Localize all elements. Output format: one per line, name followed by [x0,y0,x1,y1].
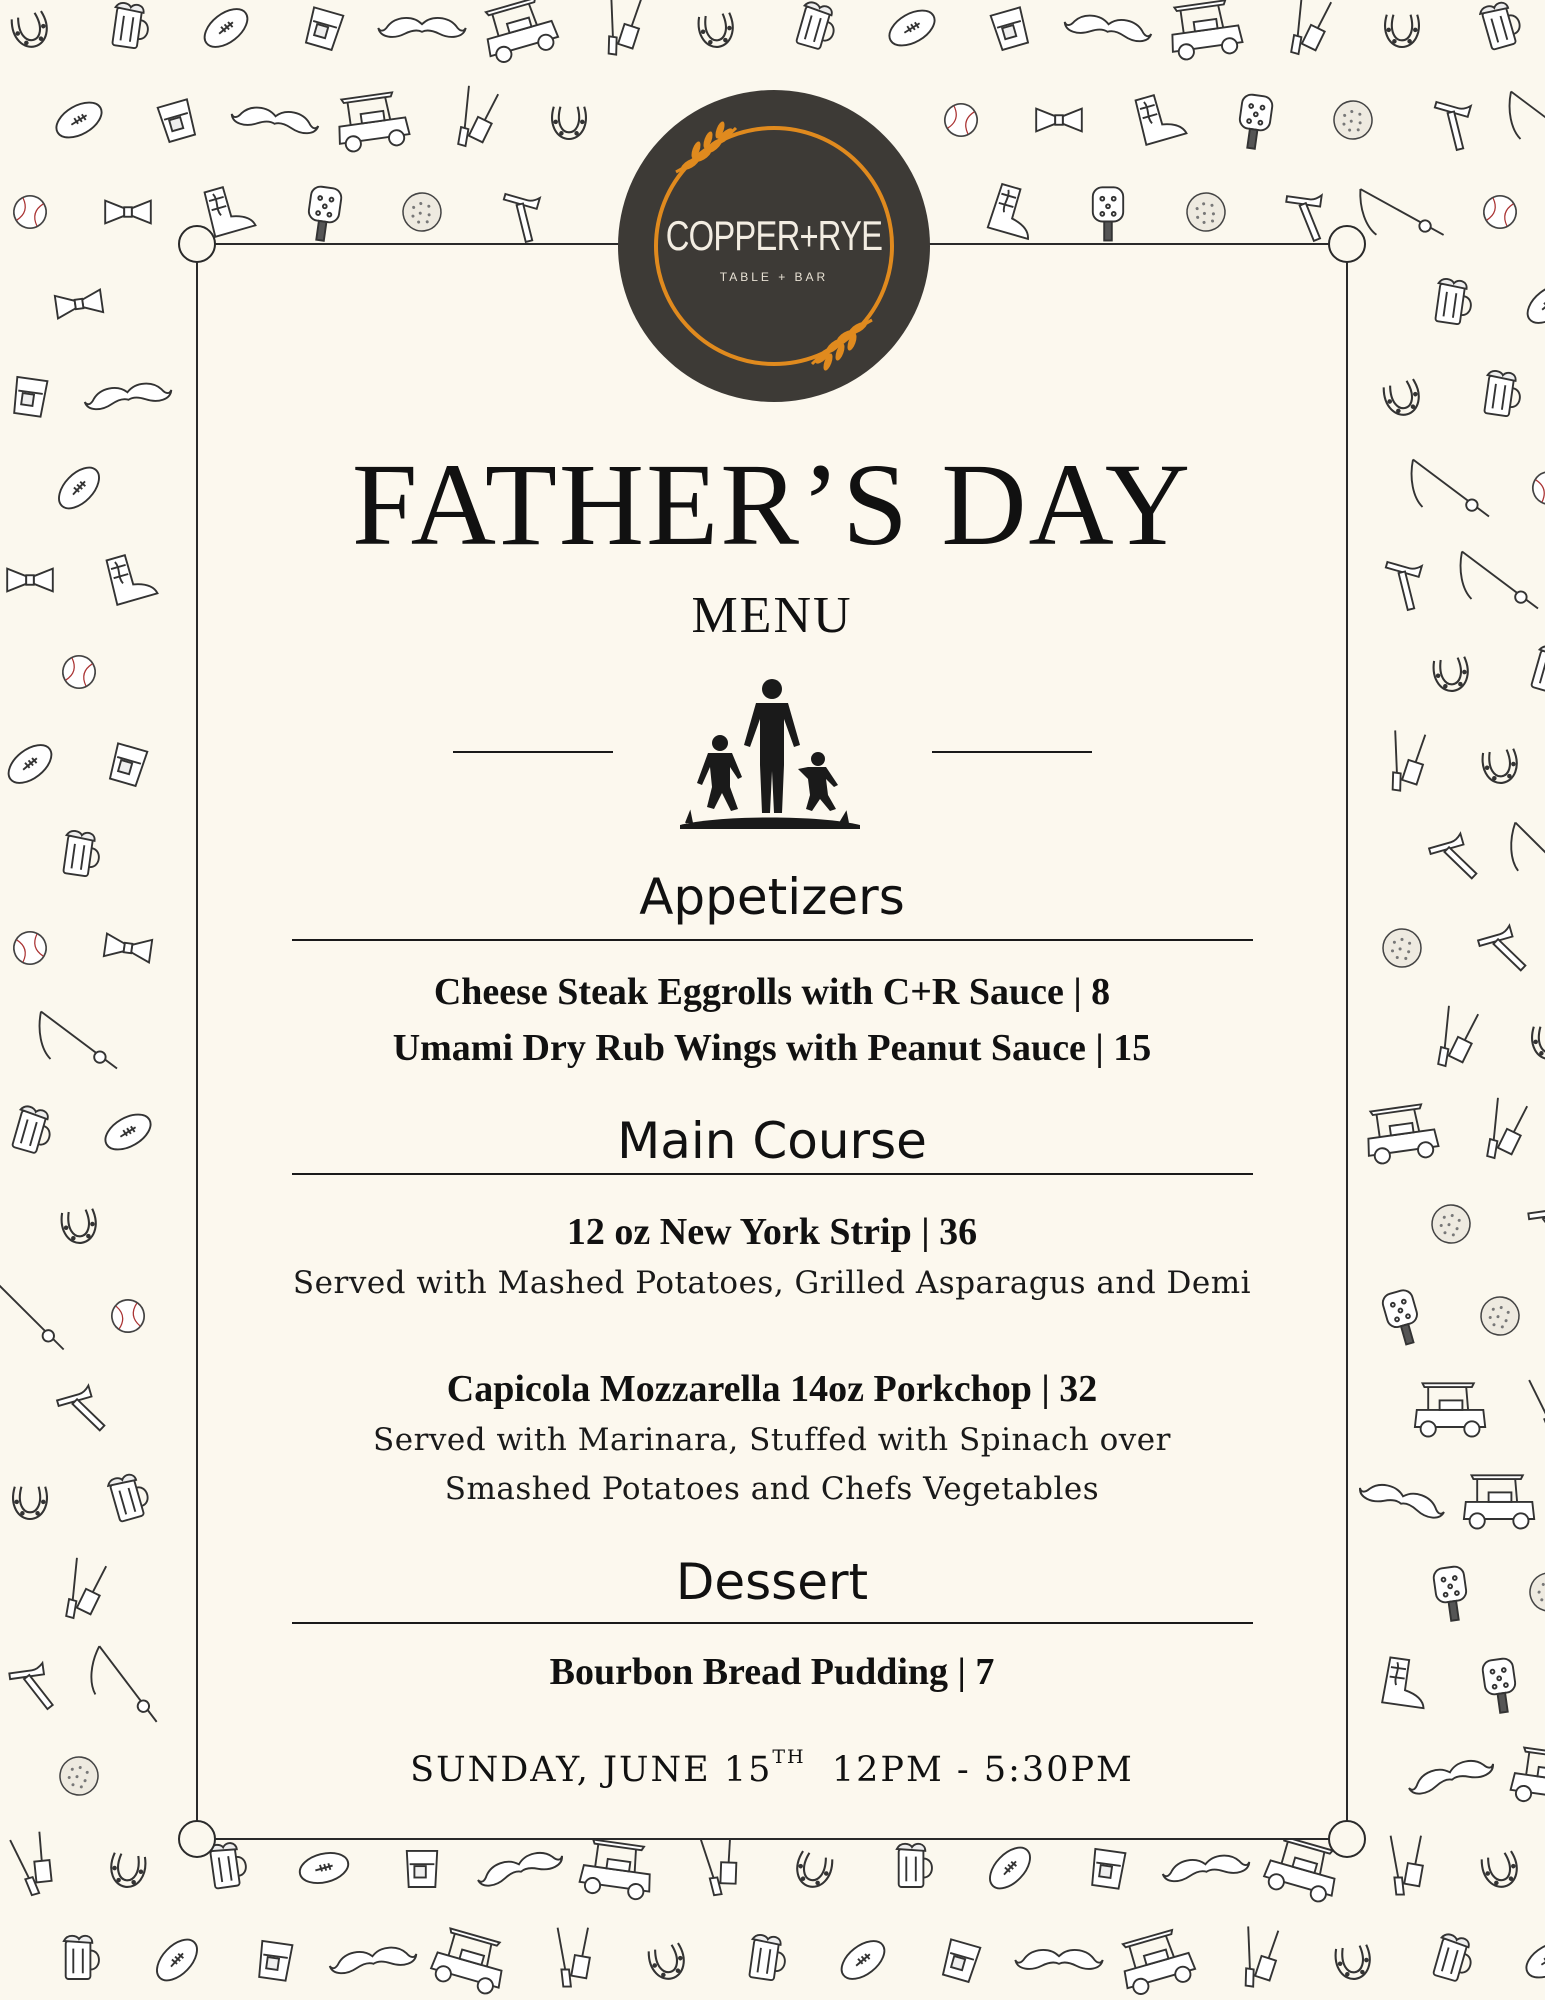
section-divider [292,1173,1253,1175]
fishing-rod-icon [82,1646,172,1722]
beer-mug-icon [64,1936,99,1979]
divider-right [932,751,1092,753]
panel-corner [178,1820,216,1858]
whiskey-glass-icon [1090,1849,1125,1889]
fishing-rod-icon [40,1012,117,1069]
hammer-icon [1425,96,1475,151]
horseshoe-icon [1382,379,1423,419]
golf-ball-icon [1430,1203,1473,1246]
grill-tools-icon [61,1558,108,1624]
football-icon [0,736,62,793]
hammer-icon [1376,556,1426,611]
golf-cart-icon [428,1926,510,1997]
horseshoe-icon [1432,656,1470,693]
baseball-icon [1480,192,1520,232]
mustache-icon [1406,1754,1495,1796]
section-heading-main-course: Main Course [617,1112,927,1170]
mustache-icon [1358,1478,1447,1520]
whiskey-glass-icon [407,1851,437,1887]
football-icon [290,1836,358,1899]
father-children-silhouette-icon [680,675,860,829]
football-icon [831,1932,894,1989]
bow-tie-icon [1036,109,1082,132]
horseshoe-icon [1532,1027,1545,1059]
horseshoe-icon [1385,15,1419,47]
event-date-time [196,1746,1348,1790]
page-title: FATHER’S DAY [351,439,1193,570]
pickleball-paddle-icon [1381,1288,1425,1348]
grill-tools-icon [1482,1098,1529,1164]
horseshoe-icon [647,1943,688,1983]
golf-ball-icon [1332,99,1375,142]
menu-item-appetizer: Cheese Steak Eggrolls with C+R Sauce | 8 [433,971,1111,1013]
whiskey-glass-icon [12,377,47,417]
golf-cart-icon [478,0,560,65]
beer-mug-icon [107,1471,153,1522]
horseshoe-icon [10,11,51,51]
grill-tools-icon [1433,1006,1480,1072]
beer-mug-icon [1479,0,1525,50]
golf-ball-icon [1383,929,1421,967]
cowboy-boot-icon [1382,1657,1430,1708]
mustache-icon [378,18,465,37]
grill-tools-icon [700,1833,740,1896]
horseshoe-icon [60,1208,98,1245]
mustache-icon [83,380,172,411]
beer-mug-icon [1482,370,1523,418]
horseshoe-icon [697,12,735,49]
mustache-icon [328,1944,417,1975]
baseball-icon [59,652,99,692]
grill-tools-icon [558,1928,590,1987]
golf-cart-icon [1464,1475,1534,1528]
menu-item-main: Capicola Mozzarella 14oz Porkchop | 32 [446,1368,1098,1410]
football-icon [194,0,257,56]
cowboy-boot-icon [105,549,158,604]
bow-tie-icon [105,201,151,224]
fishing-rod-icon [0,1282,72,1349]
wheat-icon [676,120,736,172]
menu-item-main: 12 oz New York Strip | 36 [566,1211,978,1253]
horseshoe-icon [1334,1944,1372,1981]
section-heading-dessert: Dessert [675,1553,869,1611]
golf-ball-icon [58,1755,101,1798]
section-divider [292,1622,1253,1624]
fishing-rod-icon [1359,178,1444,245]
baseball-icon [10,928,50,968]
menu-item-description: Served with Marinara, Stuffed with Spinach over [373,1422,1171,1458]
mustache-icon [1063,12,1152,43]
grill-tools-icon [603,0,643,57]
mustache-icon [1161,1852,1250,1883]
panel-corner [1328,1820,1366,1858]
golf-ball-icon [1525,1568,1545,1615]
golf-ball-icon [1182,188,1229,235]
beer-mug-icon [747,1934,788,1982]
logo-tagline: TABLE + BAR [719,270,829,284]
football-icon [50,95,107,144]
hammer-icon [9,1662,54,1713]
whiskey-glass-icon [991,7,1030,50]
pickleball-paddle-icon [1236,93,1274,150]
beer-mug-icon [1431,1933,1477,1984]
hammer-icon [1476,924,1526,979]
logo-wordmark: COPPER+RYE [665,212,883,259]
beer-mug-icon [897,1844,932,1887]
whiskey-glass-icon [941,1939,980,1982]
mustache-icon [1015,1950,1102,1969]
beer-mug-icon [61,830,102,878]
menu-item-appetizer: Umami Dry Rub Wings with Peanut Sauce | 15 [392,1027,1152,1069]
menu-item-dessert: Bourbon Bread Pudding | 7 [549,1651,995,1693]
cowboy-boot-icon [1134,89,1187,144]
hammer-icon [1427,832,1477,887]
horseshoe-icon [13,1487,47,1519]
golf-cart-icon [1509,1747,1545,1809]
pickleball-paddle-icon [305,185,343,242]
whiskey-glass-icon [108,743,147,786]
golf-cart-icon [334,91,411,153]
grill-tools-icon [1286,0,1333,59]
grill-tools-icon [1391,1836,1423,1895]
hammer-icon [55,1384,105,1439]
fishing-rod-icon [1461,552,1538,609]
cowboy-boot-icon [203,181,256,236]
date-ordinal: TH [772,1746,806,1768]
football-icon [976,1836,1044,1899]
pickleball-paddle-icon [1093,187,1123,240]
menu-item-description: Smashed Potatoes and Chefs Vegetables [444,1471,1100,1507]
wheat-icon [812,320,872,372]
football-icon [143,1928,211,1991]
pickleball-paddle-icon [1433,1565,1471,1622]
beer-mug-icon [1529,645,1545,696]
hammer-icon [1528,1202,1545,1253]
section-heading-appetizers: Appetizers [639,868,905,926]
golf-cart-icon [1167,0,1244,61]
football-icon [1517,276,1545,333]
grill-tools-icon [10,1831,57,1897]
football-icon [99,1107,156,1156]
horseshoe-icon [552,107,586,139]
grill-tools-icon [1387,730,1427,793]
grill-tools-icon [453,86,500,152]
fishing-rod-icon [1506,822,1545,889]
grill-tools-icon [1240,1926,1280,1989]
golf-cart-icon [1415,1383,1485,1436]
horseshoe-icon [109,1852,147,1889]
baseball-icon [110,1298,146,1334]
beer-mug-icon [794,1,840,52]
golf-cart-icon [1115,1927,1197,1998]
golf-cart-icon [1363,1103,1440,1165]
cowboy-boot-icon [988,184,1041,239]
whiskey-glass-icon [304,7,343,50]
section-divider [292,939,1253,941]
bow-tie-icon [7,569,53,592]
beer-mug-icon [208,1841,249,1889]
horseshoe-icon [1481,748,1519,785]
event-date: SUNDAY, JUNE 15 [410,1750,773,1790]
bow-tie-icon [104,934,152,963]
football-icon [45,456,113,519]
panel-corner [178,225,216,263]
fishing-rod-icon [1412,460,1489,517]
horseshoe-icon [1480,1851,1521,1891]
hammer-icon [1281,191,1326,242]
golf-cart-icon [578,1839,655,1901]
hammer-icon [494,188,544,243]
football-icon [883,3,940,52]
mustache-icon [475,1846,564,1888]
fishing-rod-icon [1510,92,1545,149]
baseball-icon [10,192,50,232]
bow-tie-icon [55,290,103,319]
event-hours: 12PM - 5:30PM [831,1750,1134,1790]
mustache-icon [230,104,319,135]
beer-mug-icon [110,2,151,50]
whiskey-glass-icon [158,99,197,142]
divider-left [453,751,613,753]
beer-mug-icon [1433,278,1474,326]
page-subtitle: MENU [691,587,853,644]
whiskey-glass-icon [257,1941,292,1981]
baseball-icon [1529,468,1545,508]
panel-corner [1328,225,1366,263]
grill-tools-icon [1529,1371,1545,1437]
baseball-icon [941,100,981,140]
horseshoe-icon [793,1851,834,1891]
copper-rye-logo [618,90,930,402]
golf-ball-icon [1479,1295,1522,1338]
football-icon [1520,1935,1545,1984]
menu-item-description: Served with Mashed Potatoes, Grilled Asparagus and Demi [292,1265,1252,1301]
beer-mug-icon [10,1105,56,1156]
golf-ball-icon [401,191,444,234]
pickleball-paddle-icon [1482,1657,1520,1714]
